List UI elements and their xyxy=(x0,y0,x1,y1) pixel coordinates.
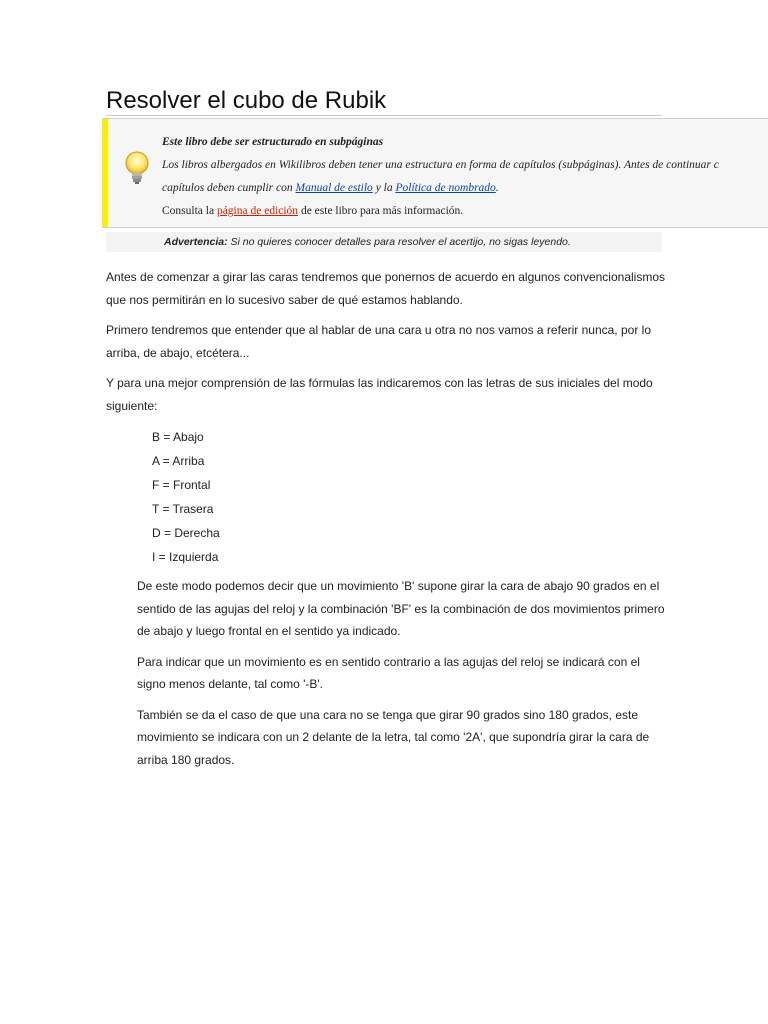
notation-item: F = Frontal xyxy=(152,478,211,492)
warning-label: Advertencia: xyxy=(164,236,228,248)
paragraph: Y para una mejor comprensión de las fórmulas las indicaremos con las letras de sus iniciales del modo siguiente: xyxy=(106,376,653,413)
notation-item: A = Arriba xyxy=(152,454,205,468)
pagina-de-edicion-link[interactable]: página de edición xyxy=(216,205,299,217)
politica-de-nombrado-link[interactable]: Política de nombrado xyxy=(395,182,496,194)
notice-text xyxy=(162,131,719,223)
manual-de-estilo-link[interactable]: Manual de estilo xyxy=(295,182,373,194)
title-divider xyxy=(106,115,662,116)
notice-line-2-prefix: capítulos deben cumplir con xyxy=(162,182,296,194)
warning-text: Si no quieres conocer detalles para resolver el acertijo, no sigas leyendo. xyxy=(227,236,571,248)
notice-line-3 xyxy=(162,200,719,223)
indented-paragraph: De este modo podemos decir que un movimiento 'B' supone girar la cara de abajo 90 grados en el sentido de las agujas del reloj y la combinación 'BF' es la combinación de dos movimientos primero de abajo y luego frontal en el sentido ya indicado. xyxy=(137,579,665,638)
notation-item: D = Derecha xyxy=(152,526,220,540)
lightbulb-icon xyxy=(122,149,152,189)
notice-line-3-prefix: Consulta la xyxy=(162,205,217,217)
notation-item: T = Trasera xyxy=(152,502,214,516)
indented-paragraph: Para indicar que un movimiento es en sentido contrario a las agujas del reloj se indicará con el signo menos delante, tal como '-B'. xyxy=(137,654,640,691)
notice-heading: Este libro debe ser estructurado en subpáginas xyxy=(162,136,384,148)
notice-line-3-suffix: de este libro para más información. xyxy=(298,205,464,217)
notation-item: I = Izquierda xyxy=(152,550,219,564)
article-body xyxy=(106,266,666,779)
notice-line-2 xyxy=(162,177,719,200)
spoiler-warning xyxy=(106,232,662,252)
page-title: Resolver el cubo de Rubik xyxy=(106,87,387,114)
indented-paragraph: También se da el caso de que una cara no se tenga que girar 90 grados sino 180 grados, este movimiento se indicara con un 2 delante de la letra, tal como '2A', que supondría girar la cara de arriba 180 grados. xyxy=(137,707,650,767)
notice-accent-bar xyxy=(102,119,108,227)
notation-item: B = Abajo xyxy=(152,430,204,444)
notice-box xyxy=(102,118,768,228)
notice-line-2-suffix: . xyxy=(495,182,499,194)
paragraph: Antes de comenzar a girar las caras tendremos que ponernos de acuerdo en algunos convencionalismos que nos permitirán en lo sucesivo saber de qué estamos hablando. xyxy=(106,270,665,307)
notation-list xyxy=(152,425,666,569)
paragraph: Primero tendremos que entender que al hablar de una cara u otra no nos vamos a referir nunca, por lo arriba, de abajo, etcétera... xyxy=(106,323,651,360)
notice-line-2-mid: y la xyxy=(372,182,396,194)
notice-line-1: Los libros albergados en Wikilibros deben tener una estructura en forma de capítulos (subpáginas). Antes de continuar c xyxy=(162,159,719,171)
